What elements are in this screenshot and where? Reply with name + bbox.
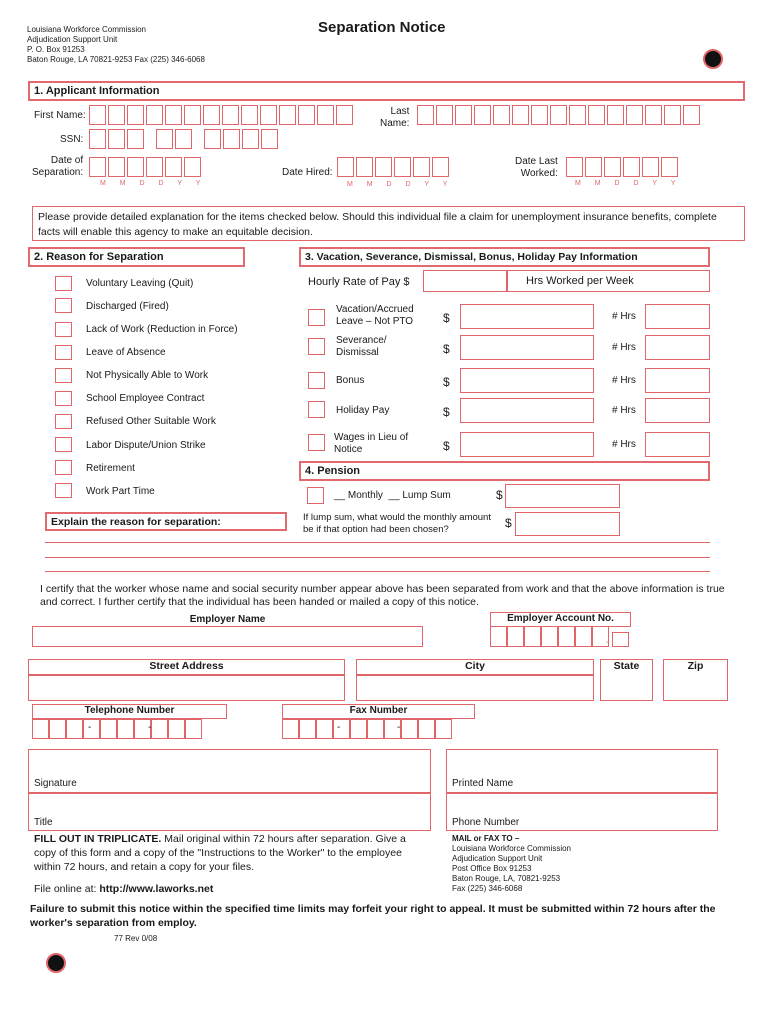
date-format-hint: M M D D Y Y [575,180,676,187]
telephone-label: Telephone Number [32,704,227,719]
reason-label: Leave of Absence [86,347,166,358]
page-title: Separation Notice [318,19,446,36]
section-4-header: 4. Pension [299,461,710,481]
pay-item-label: Holiday Pay [336,405,390,416]
pay-checkbox[interactable] [308,401,325,418]
pension-type-label: __ Monthly __ Lump Sum [334,490,451,501]
pay-item-label: Bonus [336,375,365,386]
fax-label: Fax Number [282,704,475,719]
pay-hrs-input[interactable] [645,304,710,329]
city-label: City [356,659,594,675]
pay-checkbox[interactable] [308,338,325,355]
fax-dash: - [337,722,341,733]
employer-account-label: Employer Account No. [490,612,631,627]
employer-name-label: Employer Name [189,614,266,625]
title-input[interactable] [28,793,431,831]
reason-checkbox[interactable] [55,483,72,498]
employer-account-boxes[interactable] [490,626,609,647]
pay-checkbox[interactable] [308,372,325,389]
dollar-sign: $ [443,375,450,389]
dollar-sign: $ [443,342,450,356]
date-format-hint: M M D D Y Y [347,181,448,188]
printed-name-label: Printed Name [452,778,514,789]
section-1-header: 1. Applicant Information [28,81,745,101]
hrs-label: # Hrs [612,342,636,353]
explain-line[interactable] [45,542,710,543]
reason-checkbox[interactable] [55,460,72,475]
triplicate-instructions: FILL OUT IN TRIPLICATE. Mail original within 72 hours after separation. Give a copy of this form and a copy of the "Instructions to the Worker" to the employee within 72 hours, and retain a copy for your files. [34,833,406,873]
city-input[interactable] [356,675,594,701]
agency-address: Louisiana Workforce Commission Adjudication Support Unit P. O. Box 91253 Baton Rouge, LA 70821-9253 Fax (225) 346-6068 [27,25,205,64]
pay-checkbox[interactable] [308,309,325,326]
phone-dash: - [148,722,152,733]
mail-fax-block: MAIL or FAX TO – Louisiana Workforce Commission Adjudication Support Unit Post Office Box 91253 Baton Rouge, LA, 70821-9253 Fax (225) 346-6068 [452,834,572,893]
lump-sum-amount-input[interactable] [515,512,620,536]
signature-input[interactable] [28,749,431,793]
reason-label: Retirement [86,463,135,474]
phone-dash: - [88,722,92,733]
employer-name-input[interactable] [32,626,423,647]
laworks-link[interactable]: http://www.laworks.net [99,883,214,895]
date-hired-label: Date Hired: [282,167,333,178]
section-3-header: 3. Vacation, Severance, Dismissal, Bonus, Holiday Pay Information [299,247,710,267]
file-online: File online at: http://www.laworks.net [34,883,214,895]
pay-hrs-input[interactable] [645,398,710,423]
hrs-label: # Hrs [612,375,636,386]
last-name-boxes[interactable] [417,105,702,125]
reason-checkbox[interactable] [55,437,72,452]
pay-amount-input[interactable] [460,432,594,457]
dollar-sign: $ [443,405,450,419]
fax-dash: - [397,722,401,733]
signature-label: Signature [34,778,77,789]
reason-checkbox[interactable] [55,368,72,383]
registration-mark [46,953,66,973]
pay-amount-input[interactable] [460,335,594,360]
pension-amount-input[interactable] [505,484,620,508]
reason-checkbox[interactable] [55,414,72,429]
zip-field[interactable]: Zip [663,659,728,701]
hrs-label: # Hrs [612,405,636,416]
reason-checkbox[interactable] [55,298,72,313]
pay-amount-input[interactable] [460,304,594,329]
pay-item-label: Wages in Lieu of Notice [334,432,409,455]
section-2-header: 2. Reason for Separation [28,247,245,267]
reason-checkbox[interactable] [55,276,72,291]
reason-checkbox[interactable] [55,322,72,337]
explain-line[interactable] [45,557,710,558]
pay-item-label: Vacation/Accrued Leave – Not PTO [336,304,414,327]
first-name-boxes[interactable] [89,105,355,125]
ssn-boxes[interactable] [89,129,280,149]
dollar-sign: $ [443,439,450,453]
dollar-sign: $ [496,488,503,502]
reason-label: Discharged (Fired) [86,301,169,312]
reason-label: Lack of Work (Reduction in Force) [86,324,238,335]
registration-mark [703,49,723,69]
reason-label: School Employee Contract [86,393,205,404]
date-last-worked-label: Date Last Worked: [515,156,558,179]
pay-amount-input[interactable] [460,368,594,393]
reason-label: Work Part Time [86,486,155,497]
dollar-sign: $ [443,311,450,325]
reason-label: Voluntary Leaving (Quit) [86,278,194,289]
pay-hrs-input[interactable] [645,368,710,393]
hrs-per-week-input[interactable]: Hrs Worked per Week [507,270,710,292]
explain-reason-label: Explain the reason for separation: [45,512,287,531]
hourly-rate-input[interactable] [423,270,507,292]
dollar-sign: $ [505,516,512,530]
hrs-label: # Hrs [612,439,636,450]
date-separation-label: Date of Separation: [32,155,84,178]
lump-sum-question: If lump sum, what would the monthly amount be if that option had been chosen? [303,512,491,535]
pay-hrs-input[interactable] [645,432,710,457]
state-field[interactable]: State [600,659,653,701]
title-label: Title [34,817,53,828]
pay-item-label: Severance/ Dismissal [336,335,387,358]
explain-line[interactable] [45,571,710,572]
hourly-rate-label: Hourly Rate of Pay $ [308,276,410,288]
telephone-boxes[interactable] [32,719,202,739]
date-separation-boxes[interactable] [89,157,203,177]
hrs-label: # Hrs [612,311,636,322]
employer-account-suffix[interactable] [612,632,629,647]
last-name-label: Last Name: [380,106,410,129]
phone-number-label: Phone Number [452,817,520,828]
reason-checkbox[interactable] [55,345,72,360]
street-address-input[interactable] [28,675,345,701]
reason-label: Refused Other Suitable Work [86,416,216,427]
reason-label: Labor Dispute/Union Strike [86,440,206,451]
ssn-label: SSN: [60,134,84,145]
pay-amount-input[interactable] [460,398,594,423]
pay-hrs-input[interactable] [645,335,710,360]
instructions-box: Please provide detailed explanation for the items checked below. Should this individual file a claim for unemployment insurance benefits, complete facts will enable this agency to make an equitable decision. [32,206,745,241]
account-dash: - [606,637,610,648]
pay-checkbox[interactable] [308,434,325,451]
date-last-worked-boxes[interactable] [566,157,680,177]
date-format-hint: M M D D Y Y [100,180,201,187]
reason-label: Not Physically Able to Work [86,370,209,381]
certification-text: I certify that the worker whose name and social security number appear above has been separated from work and that the above information is true and correct. I further certify that the individual has been handed or mailed a copy of this notice. [40,583,725,608]
deadline-warning: Failure to submit this notice within the specified time limits may forfeit your right to appeal. It must be submitted within 72 hours after the worker's separation from employ. [30,903,716,929]
fax-boxes[interactable] [282,719,452,739]
date-hired-boxes[interactable] [337,157,451,177]
first-name-label: First Name: [34,110,86,121]
street-address-label: Street Address [28,659,345,675]
reason-checkbox[interactable] [55,391,72,406]
pension-checkbox[interactable] [307,487,324,504]
form-revision: 77 Rev 0/08 [114,934,158,943]
